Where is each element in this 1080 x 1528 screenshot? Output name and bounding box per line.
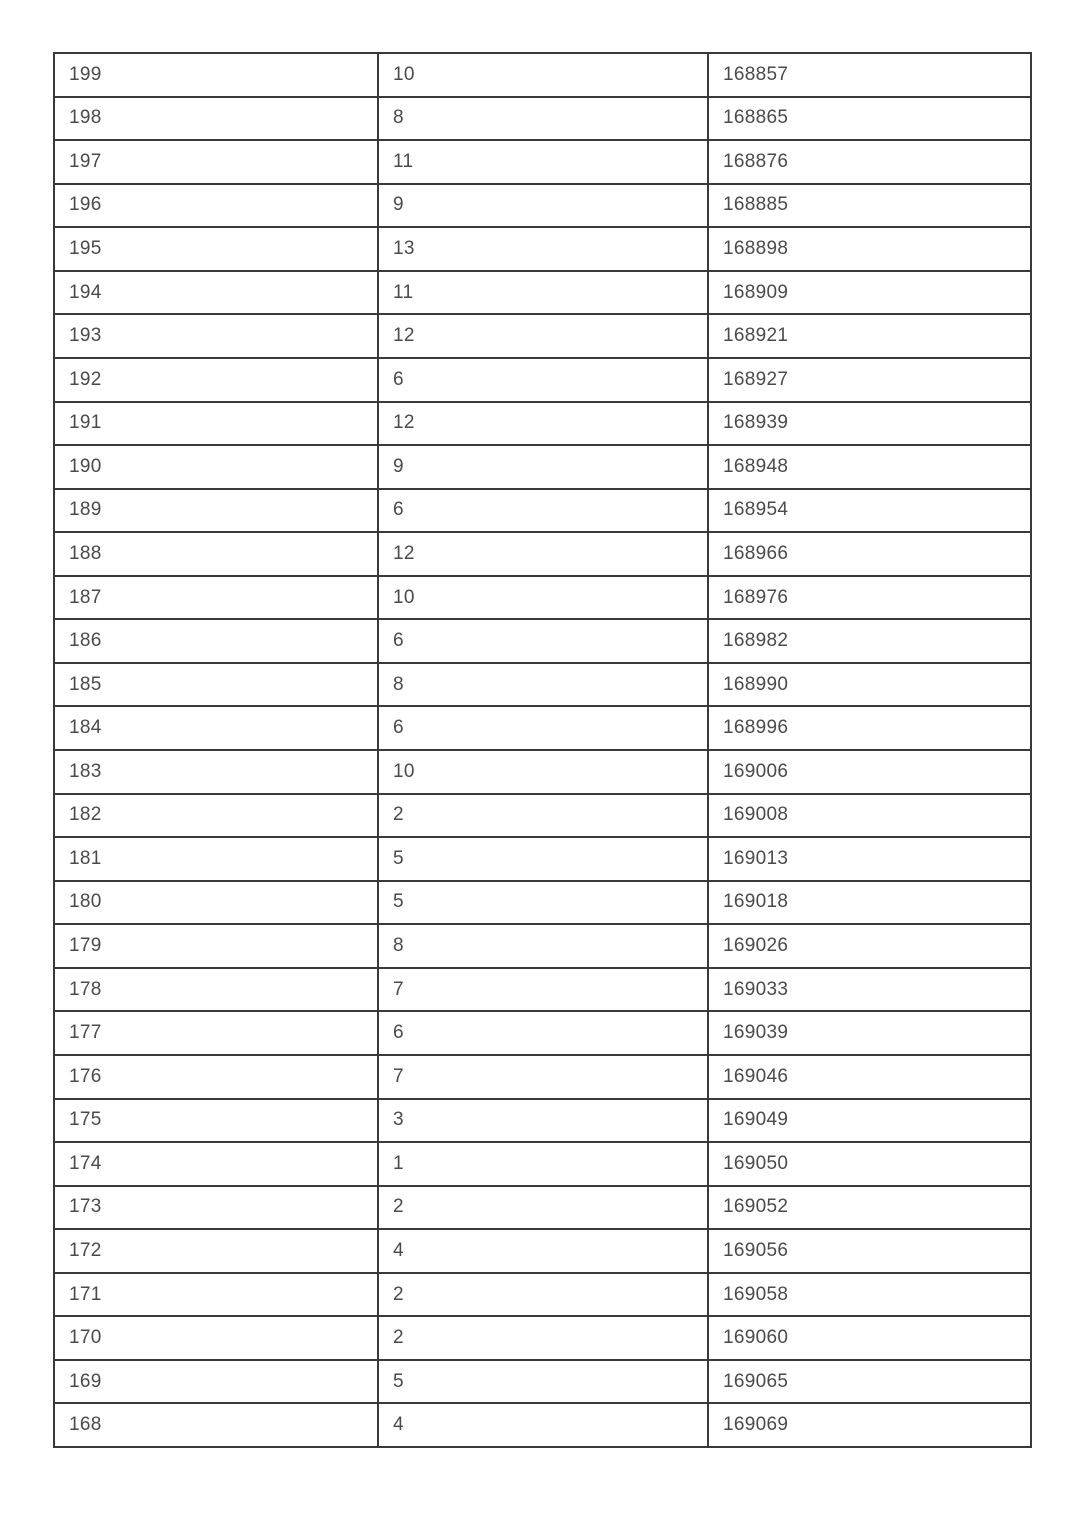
score-cell: 179 bbox=[54, 924, 378, 968]
cumulative-cell: 169069 bbox=[708, 1403, 1031, 1447]
table-row bbox=[54, 794, 1031, 838]
score-cell: 190 bbox=[54, 445, 378, 489]
table-row bbox=[54, 140, 1031, 184]
cumulative-cell: 169058 bbox=[708, 1273, 1031, 1317]
count-cell: 4 bbox=[378, 1403, 708, 1447]
score-cell: 196 bbox=[54, 184, 378, 228]
score-cell: 171 bbox=[54, 1273, 378, 1317]
table-row bbox=[54, 1099, 1031, 1143]
score-cell: 178 bbox=[54, 968, 378, 1012]
count-cell: 8 bbox=[378, 97, 708, 141]
cumulative-cell: 168990 bbox=[708, 663, 1031, 707]
score-cell: 173 bbox=[54, 1186, 378, 1230]
cumulative-cell: 168982 bbox=[708, 619, 1031, 663]
table-row bbox=[54, 532, 1031, 576]
table-row bbox=[54, 1360, 1031, 1404]
count-cell: 11 bbox=[378, 271, 708, 315]
count-cell: 8 bbox=[378, 663, 708, 707]
score-cell: 185 bbox=[54, 663, 378, 707]
cumulative-cell: 168857 bbox=[708, 53, 1031, 97]
score-cell: 199 bbox=[54, 53, 378, 97]
score-cell: 181 bbox=[54, 837, 378, 881]
cumulative-cell: 169050 bbox=[708, 1142, 1031, 1186]
table-row bbox=[54, 619, 1031, 663]
cumulative-cell: 169018 bbox=[708, 881, 1031, 925]
count-cell: 12 bbox=[378, 314, 708, 358]
count-cell: 1 bbox=[378, 1142, 708, 1186]
cumulative-cell: 168927 bbox=[708, 358, 1031, 402]
table-row bbox=[54, 53, 1031, 97]
count-cell: 2 bbox=[378, 794, 708, 838]
cumulative-cell: 169052 bbox=[708, 1186, 1031, 1230]
count-cell: 12 bbox=[378, 532, 708, 576]
table-row bbox=[54, 1142, 1031, 1186]
count-cell: 6 bbox=[378, 619, 708, 663]
score-cell: 187 bbox=[54, 576, 378, 620]
table-row bbox=[54, 1229, 1031, 1273]
score-cell: 192 bbox=[54, 358, 378, 402]
cumulative-cell: 168921 bbox=[708, 314, 1031, 358]
table-row bbox=[54, 1273, 1031, 1317]
score-cell: 168 bbox=[54, 1403, 378, 1447]
score-cell: 188 bbox=[54, 532, 378, 576]
score-cell: 183 bbox=[54, 750, 378, 794]
cumulative-cell: 168966 bbox=[708, 532, 1031, 576]
score-cell: 175 bbox=[54, 1099, 378, 1143]
cumulative-cell: 168898 bbox=[708, 227, 1031, 271]
count-cell: 6 bbox=[378, 489, 708, 533]
cumulative-cell: 169026 bbox=[708, 924, 1031, 968]
count-cell: 8 bbox=[378, 924, 708, 968]
score-cell: 195 bbox=[54, 227, 378, 271]
cumulative-cell: 169056 bbox=[708, 1229, 1031, 1273]
cumulative-cell: 168876 bbox=[708, 140, 1031, 184]
count-cell: 5 bbox=[378, 1360, 708, 1404]
score-cell: 176 bbox=[54, 1055, 378, 1099]
cumulative-cell: 168948 bbox=[708, 445, 1031, 489]
table-row bbox=[54, 445, 1031, 489]
score-cell: 186 bbox=[54, 619, 378, 663]
table-row bbox=[54, 706, 1031, 750]
score-cell: 177 bbox=[54, 1011, 378, 1055]
cumulative-cell: 169046 bbox=[708, 1055, 1031, 1099]
table-row bbox=[54, 184, 1031, 228]
cumulative-cell: 169008 bbox=[708, 794, 1031, 838]
table-row bbox=[54, 1186, 1031, 1230]
table-row bbox=[54, 968, 1031, 1012]
score-distribution-table bbox=[53, 52, 1032, 1448]
count-cell: 9 bbox=[378, 445, 708, 489]
table-row bbox=[54, 1316, 1031, 1360]
cumulative-cell: 169033 bbox=[708, 968, 1031, 1012]
score-cell: 182 bbox=[54, 794, 378, 838]
table-body bbox=[54, 53, 1031, 1447]
cumulative-cell: 168954 bbox=[708, 489, 1031, 533]
count-cell: 10 bbox=[378, 750, 708, 794]
cumulative-cell: 169039 bbox=[708, 1011, 1031, 1055]
score-cell: 174 bbox=[54, 1142, 378, 1186]
table-row bbox=[54, 314, 1031, 358]
count-cell: 10 bbox=[378, 53, 708, 97]
cumulative-cell: 169060 bbox=[708, 1316, 1031, 1360]
cumulative-cell: 168996 bbox=[708, 706, 1031, 750]
table-row bbox=[54, 837, 1031, 881]
cumulative-cell: 168865 bbox=[708, 97, 1031, 141]
score-cell: 170 bbox=[54, 1316, 378, 1360]
table-row bbox=[54, 924, 1031, 968]
cumulative-cell: 169049 bbox=[708, 1099, 1031, 1143]
table-row bbox=[54, 1011, 1031, 1055]
cumulative-cell: 168885 bbox=[708, 184, 1031, 228]
score-cell: 197 bbox=[54, 140, 378, 184]
cumulative-cell: 169013 bbox=[708, 837, 1031, 881]
cumulative-cell: 169065 bbox=[708, 1360, 1031, 1404]
count-cell: 13 bbox=[378, 227, 708, 271]
score-cell: 193 bbox=[54, 314, 378, 358]
score-cell: 189 bbox=[54, 489, 378, 533]
count-cell: 4 bbox=[378, 1229, 708, 1273]
table-row bbox=[54, 576, 1031, 620]
count-cell: 11 bbox=[378, 140, 708, 184]
count-cell: 5 bbox=[378, 837, 708, 881]
score-cell: 172 bbox=[54, 1229, 378, 1273]
table-row bbox=[54, 358, 1031, 402]
table-row bbox=[54, 1055, 1031, 1099]
count-cell: 7 bbox=[378, 968, 708, 1012]
count-cell: 2 bbox=[378, 1273, 708, 1317]
count-cell: 6 bbox=[378, 1011, 708, 1055]
count-cell: 6 bbox=[378, 706, 708, 750]
count-cell: 7 bbox=[378, 1055, 708, 1099]
count-cell: 12 bbox=[378, 402, 708, 446]
table-row bbox=[54, 750, 1031, 794]
count-cell: 5 bbox=[378, 881, 708, 925]
table-row bbox=[54, 663, 1031, 707]
cumulative-cell: 169006 bbox=[708, 750, 1031, 794]
score-cell: 180 bbox=[54, 881, 378, 925]
cumulative-cell: 168939 bbox=[708, 402, 1031, 446]
table-row bbox=[54, 402, 1031, 446]
count-cell: 10 bbox=[378, 576, 708, 620]
table-row bbox=[54, 271, 1031, 315]
count-cell: 6 bbox=[378, 358, 708, 402]
count-cell: 2 bbox=[378, 1186, 708, 1230]
score-cell: 169 bbox=[54, 1360, 378, 1404]
cumulative-cell: 168909 bbox=[708, 271, 1031, 315]
cumulative-cell: 168976 bbox=[708, 576, 1031, 620]
score-cell: 194 bbox=[54, 271, 378, 315]
table-row bbox=[54, 881, 1031, 925]
count-cell: 9 bbox=[378, 184, 708, 228]
table-row bbox=[54, 97, 1031, 141]
table-row bbox=[54, 1403, 1031, 1447]
score-cell: 191 bbox=[54, 402, 378, 446]
score-cell: 184 bbox=[54, 706, 378, 750]
table-row bbox=[54, 227, 1031, 271]
score-cell: 198 bbox=[54, 97, 378, 141]
table-row bbox=[54, 489, 1031, 533]
count-cell: 3 bbox=[378, 1099, 708, 1143]
count-cell: 2 bbox=[378, 1316, 708, 1360]
